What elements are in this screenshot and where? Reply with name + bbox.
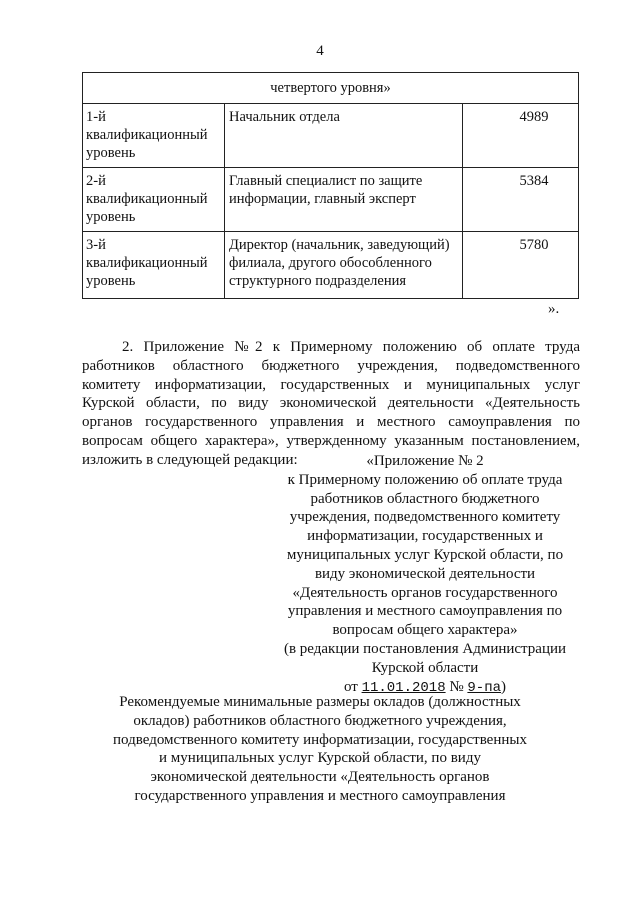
level-suffix: уровень	[86, 209, 136, 225]
position-cell: Начальник отдела	[225, 104, 463, 168]
level-number: 1-й	[86, 109, 106, 125]
qualification-level-cell	[83, 104, 225, 168]
table-title-cell: четвертого уровня»	[83, 73, 579, 104]
closing-quote: ».	[548, 301, 560, 317]
level-number: 2-й	[86, 173, 106, 189]
table-row	[83, 168, 579, 232]
page-number: 4	[316, 43, 324, 59]
closing-paren: )	[501, 678, 507, 695]
salary-cell: 5384	[463, 168, 579, 232]
level-suffix: уровень	[86, 145, 136, 161]
level-word: квалификационный	[86, 191, 208, 207]
position-cell: Директор (начальник, заведующий) филиала, другого обособленного структурного подразделения	[225, 232, 463, 299]
qualification-level-cell	[83, 232, 225, 299]
appendix-header	[270, 452, 580, 697]
decree-date: 11.01.2018	[361, 679, 446, 696]
date-prefix: от	[343, 678, 358, 695]
level-suffix: уровень	[86, 273, 136, 289]
appendix-text: к Примерному положению об оплате труда работников областного бюджетного учреждения, подведомственного комитету информатизации, государственных и муниципальных услуг Курской области, по виду экономической деятельности «Деятельность органов государственного управления и местного самоуправления по вопросам общего характера»	[286, 471, 564, 639]
qualification-level-cell	[83, 168, 225, 232]
appendix-edition: (в редакции постановления Администрации Курской области	[283, 640, 567, 676]
paragraph-2: 2. Приложение №2 к Примерному положению об оплате труда работников областного бюджетного учреждения, подведомственного комитету информатизации, государственных и муниципальных услуг Курской области, по виду экономической деятельности «Деятельность органов государственного управления и местного самоуправления по вопросам общего характера», утвержденному указанным постановлением, изложить в следующей редакции:	[82, 339, 580, 468]
table-row	[83, 232, 579, 299]
salary-table	[82, 72, 579, 299]
salary-cell: 4989	[463, 104, 579, 168]
level-word: квалификационный	[86, 127, 208, 143]
table-title-row	[83, 73, 579, 104]
number-prefix: №	[449, 678, 464, 695]
level-word: квалификационный	[86, 255, 208, 271]
position-cell: Главный специалист по защите информации, главный эксперт	[225, 168, 463, 232]
level-number: 3-й	[86, 237, 106, 253]
decree-number: 9-па	[467, 679, 502, 696]
section-heading: Рекомендуемые минимальные размеры окладов (должностных окладов) работников областного бюджетного учреждения, подведомственного комитету информатизации, государственных и муниципальных услуг Курской области, по виду экономической деятельности «Деятельность органов государственного управления и местного самоуправления	[113, 694, 527, 804]
table-row	[83, 104, 579, 168]
salary-cell: 5780	[463, 232, 579, 299]
appendix-title: «Приложение № 2	[366, 453, 484, 469]
